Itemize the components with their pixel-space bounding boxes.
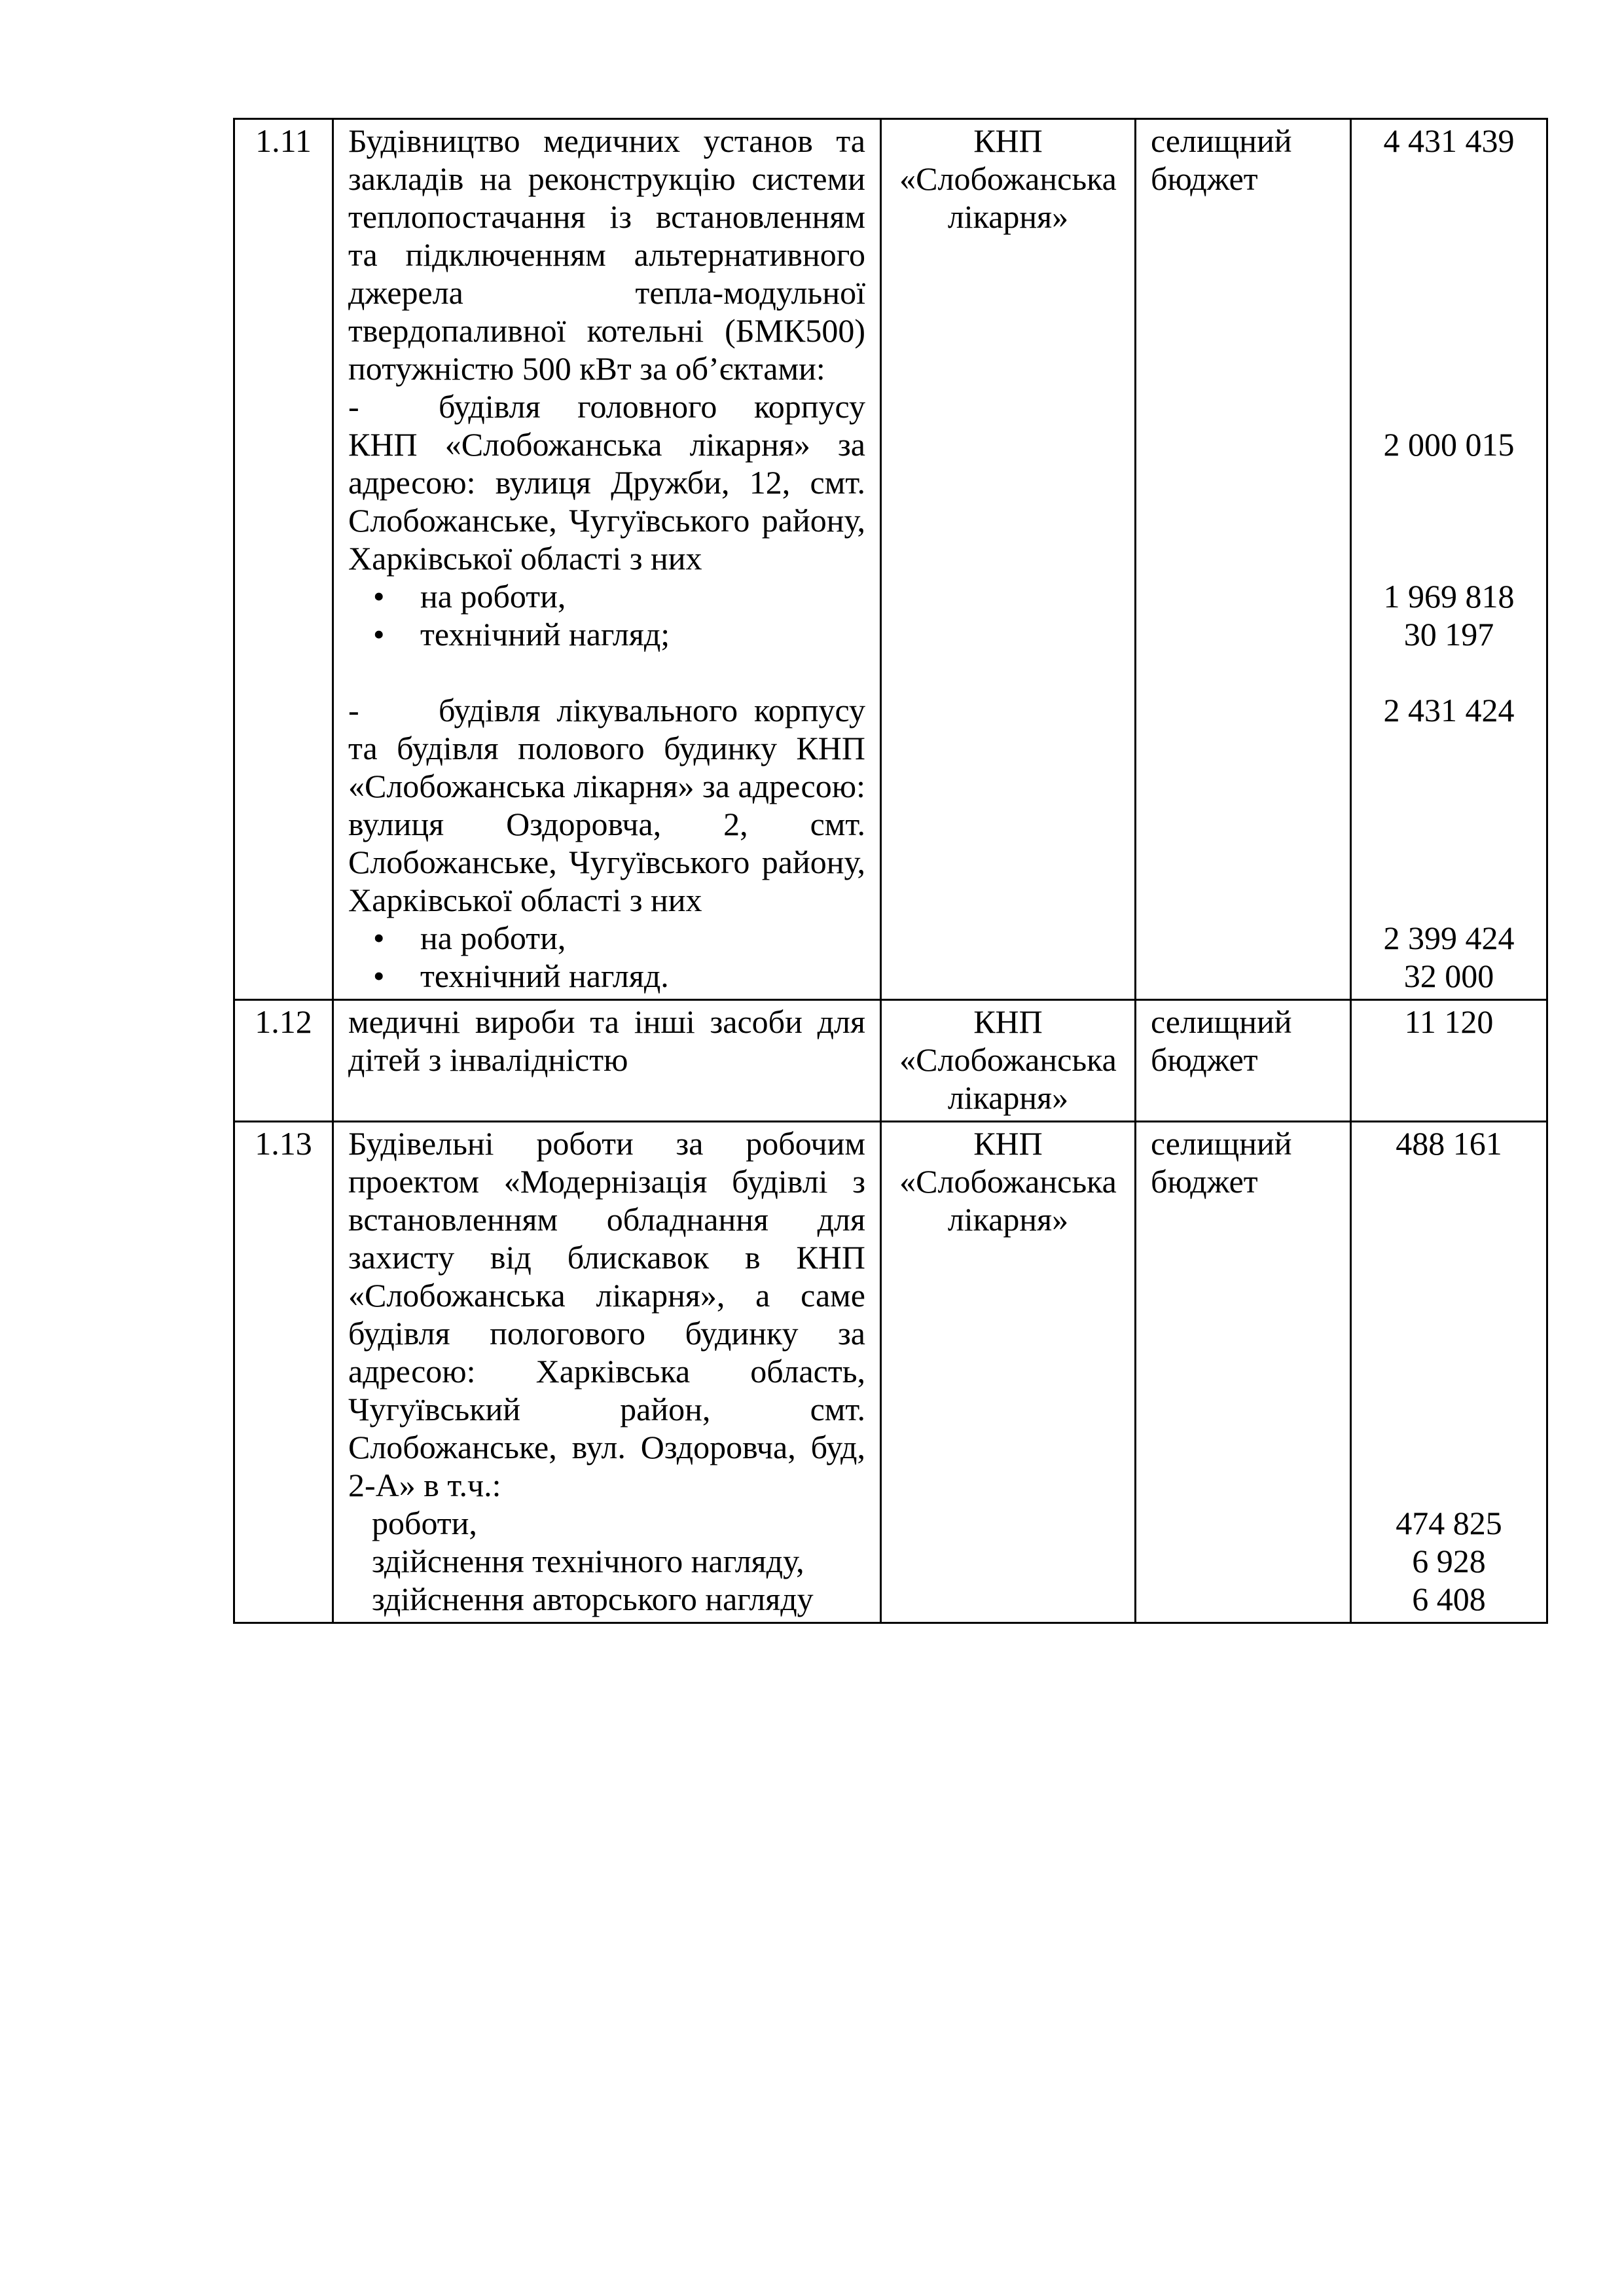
amount-cell xyxy=(1351,1122,1547,1623)
table-row xyxy=(234,119,1547,1000)
amount-object-1-supervision: 30 197 xyxy=(1403,616,1494,653)
object-1-text: будівля головного корпусу КНП «Слобожанська лікарня» за адресою: вулиця Дружби, 12, смт. Слобожанське, Чугуївського району, Харківської області з них xyxy=(348,388,865,577)
executor-line: КНП xyxy=(973,122,1043,159)
list-item xyxy=(348,957,865,995)
list-item-text: технічний нагляд; xyxy=(420,616,670,653)
amount-total: 4 431 439 xyxy=(1383,122,1515,159)
amount-author-supervision: 6 408 xyxy=(1412,1581,1486,1617)
amount-object-2-supervision: 32 000 xyxy=(1403,958,1494,994)
row-number: 1.13 xyxy=(234,1122,333,1623)
description-cell: медичні вироби та інші засоби для дітей з інвалідністю xyxy=(333,1000,881,1122)
description-intro: Будівництво медичних установ та закладів на реконструкцію системи теплопостачання із встановленням та підключенням альтернативного джерела тепла-модульної твердопаливної котельні (БМК500) потужністю 500 кВт за об’єктами: xyxy=(348,122,865,387)
list-item xyxy=(348,615,865,653)
bullet-icon: • xyxy=(373,958,385,994)
source-line: бюджет xyxy=(1151,1163,1258,1200)
spacer xyxy=(348,653,865,691)
amount-object-1: 2 000 015 xyxy=(1383,426,1515,463)
list-item xyxy=(348,577,865,615)
source-line: селищний xyxy=(1151,1125,1292,1162)
bullet-icon: • xyxy=(373,920,385,956)
source-line: селищний xyxy=(1151,1003,1292,1040)
amount-object-1-works: 1 969 818 xyxy=(1383,578,1515,615)
description-intro: Будівельні роботи за робочим проектом «Модернізація будівлі з встановленням обладнання для захисту від блискавок в КНП «Слобожанська лікарня», а саме будівля пологового будинку за адресою: Харківська область, Чугуївський район, смт. Слобожанське, вул. Оздоровча, буд, 2-А» в т.ч.: xyxy=(348,1125,865,1503)
list-item: роботи, xyxy=(372,1505,477,1541)
source-line: бюджет xyxy=(1151,160,1258,197)
executor-line: лікарня» xyxy=(947,1201,1069,1238)
executor-line: «Слобожанська xyxy=(899,1163,1117,1200)
budget-table xyxy=(233,118,1548,1624)
amount-works: 474 825 xyxy=(1396,1505,1502,1541)
object-2 xyxy=(348,691,865,919)
object-1 xyxy=(348,387,865,577)
executor-line: «Слобожанська xyxy=(899,160,1117,197)
executor-cell xyxy=(881,119,1136,1000)
row-number: 1.12 xyxy=(234,1000,333,1122)
bullet-icon: • xyxy=(373,578,385,615)
dash-marker: - xyxy=(348,692,359,728)
executor-line: КНП xyxy=(973,1003,1043,1040)
executor-cell xyxy=(881,1122,1136,1623)
executor-line: лікарня» xyxy=(947,1079,1069,1116)
source-cell xyxy=(1136,119,1351,1000)
executor-cell xyxy=(881,1000,1136,1122)
amount-object-2: 2 431 424 xyxy=(1383,692,1515,728)
source-line: бюджет xyxy=(1151,1041,1258,1078)
amount-object-2-works: 2 399 424 xyxy=(1383,920,1515,956)
list-item: здійснення технічного нагляду, xyxy=(372,1543,804,1579)
row-number: 1.11 xyxy=(234,119,333,1000)
list-item-text: на роботи, xyxy=(420,578,566,615)
source-cell xyxy=(1136,1000,1351,1122)
list-item: здійснення авторського нагляду xyxy=(372,1581,814,1617)
description-cell xyxy=(333,119,881,1000)
bullet-icon: • xyxy=(373,616,385,653)
amount-total: 488 161 xyxy=(1396,1125,1502,1162)
executor-line: «Слобожанська xyxy=(899,1041,1117,1078)
amount-cell xyxy=(1351,119,1547,1000)
amount-technical-supervision: 6 928 xyxy=(1412,1543,1486,1579)
source-cell xyxy=(1136,1122,1351,1623)
executor-line: лікарня» xyxy=(947,198,1069,235)
executor-line: КНП xyxy=(973,1125,1043,1162)
amount-cell xyxy=(1351,1000,1547,1122)
list-item xyxy=(348,919,865,957)
table-row xyxy=(234,1122,1547,1623)
description-cell xyxy=(333,1122,881,1623)
source-line: селищний xyxy=(1151,122,1292,159)
amount-total: 11 120 xyxy=(1404,1003,1494,1040)
object-2-text: будівля лікувального корпусу та будівля полового будинку КНП «Слобожанська лікарня» за адресою: вулиця Оздоровча, 2, смт. Слобожанське, Чугуївського району, Харківської області з них xyxy=(348,692,865,918)
dash-marker: - xyxy=(348,388,359,425)
list-item-text: на роботи, xyxy=(420,920,566,956)
table-row xyxy=(234,1000,1547,1122)
list-item-text: технічний нагляд. xyxy=(420,958,669,994)
